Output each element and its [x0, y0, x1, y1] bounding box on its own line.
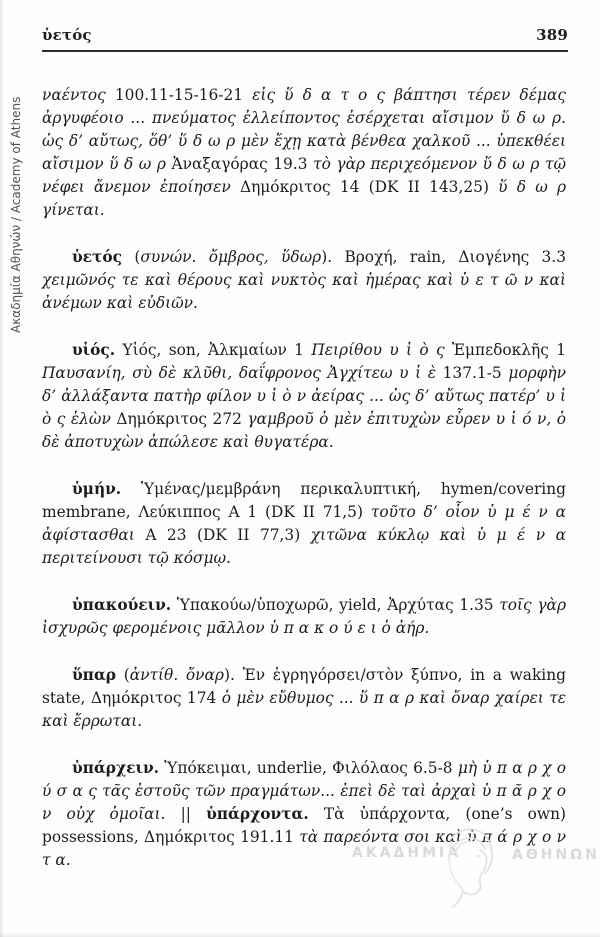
running-headword: ὑετός [42, 26, 92, 44]
entry-text: Ὑπακούω/ὑποχωρῶ, yield, Ἀρχύτας 1.35 [171, 596, 500, 614]
quoted-text: χιτῶνα κύκλῳ καὶ ὑ μ έ ν α περιτείνουσι τῷ κόσμῳ. [42, 526, 566, 567]
quoted-text: τοῦτο δ’ οἷον ὑ μ έ ν α ἀφίστασθαι [42, 503, 566, 544]
page-number: 389 [536, 26, 568, 44]
continuation-paragraph [42, 84, 566, 222]
entry-text: Ὑμένας/μεμβράνη περικαλυπτική, hymen/covering membrane, Λεύκιππος Α 1 (DK II 71,5) [42, 480, 566, 521]
quoted-text: ναέντος [42, 86, 115, 104]
watermark-athinon: ΑΘΗΝΩΝ [512, 847, 600, 863]
entry-text: Α 23 (DK II 77,3) [145, 526, 311, 544]
entry-headword: υἱός. [72, 341, 116, 359]
library-watermark-vertical: Ακαδημία Αθηνών / Academy of Athens [9, 96, 23, 333]
quoted-text: χειμῶνός τε καὶ θέρους καὶ νυκτὸς καὶ ἡμέρας καὶ ὑ ε τ ῶ ν καὶ ἀνέμων καὶ εὐδιῶν. [42, 271, 566, 312]
entry-text: ). Βροχή, rain, Διογένης 3.3 [321, 248, 566, 266]
quoted-text: συνών. ὄμβρος, ὕδωρ [140, 248, 322, 266]
entry-text: || [165, 805, 207, 823]
entry-hypakouein [42, 594, 566, 640]
quoted-text: μὴ ὑ π α ρ χ ο ύ σ α ς τᾶς ἐστοῦς τῶν πραγμάτων... ἐπεὶ δὲ ταὶ ἀρχαὶ ὑ π ᾶ ρ χ ο ν οὐχ ὁμοῖαι. [42, 759, 566, 823]
watermark-akadimia: ΑΚΑΔΗΜΙΑ [352, 845, 462, 861]
header-rule [42, 50, 568, 52]
quoted-text: μορφὴν δ’ ἀλλάξαντα πατὴρ φίλον υ ἱ ὸ ν ἀείρας ... ὡς δ’ αὔτως πατέρ’ υ ἱ ὸ ς ἑλὼν [42, 364, 566, 428]
entry-hymen [42, 478, 566, 570]
quoted-text: τοῖς γὰρ ἰσχυρῶς φερομένοις μᾶλλον ὑ π α κ ο ύ ε ι ὁ ἀήρ. [42, 596, 566, 637]
entry-text: Δημόκριτος 272 [116, 410, 248, 428]
entry-text: Ἀναξαγόρας 19.3 [171, 155, 314, 173]
entry-text: Δημόκριτος 14 (DK II 143,25) [239, 178, 499, 196]
entry-text: ( [122, 248, 141, 266]
scan-edge-left [0, 0, 4, 937]
text-body [42, 84, 566, 896]
quoted-text: ἀντίθ. ὄναρ [129, 666, 224, 684]
entry-headword: ὑπάρχοντα. [206, 805, 309, 823]
entry-headword: ὑπακούειν. [72, 596, 172, 614]
entry-text: Ὑπόκειμαι, underlie, Φιλόλαος 6.5-8 [159, 759, 458, 777]
entry-headword: ὕπαρ [72, 666, 117, 684]
quoted-text: τὸ γὰρ περιχεόμενον ὕ δ ω ρ τῷ νέφει ἄνεμον ἐποίησεν [42, 155, 567, 196]
entry-headword: ὑετός [72, 248, 123, 266]
quoted-text: ὕ δ ω ρ γίνεται. [42, 178, 566, 219]
quoted-text: γαμβροῦ ὁ μὲν ἐπιτυχὼν εὗρεν υ ἱ ό ν, ὁ δὲ ἀποτυχὼν ἀπώλεσε καὶ θυγατέρα. [42, 410, 566, 451]
entry-text: Τὰ ὑπάρχοντα, (one’s own) possessions, Δημόκριτος 191.11 [42, 805, 566, 846]
entry-hyios [42, 339, 566, 454]
entry-text: ( [116, 666, 130, 684]
entry-hypar [42, 664, 566, 733]
quoted-text: Παυσανίη, σὺ δὲ κλῦθι, δαΐφρονος Ἀγχίτεω υ ἱ ὲ [42, 364, 443, 382]
athena-head-icon [434, 822, 504, 910]
page-header [42, 26, 568, 44]
entry-text: Ἐμπεδοκλῆς 1 [451, 341, 566, 359]
entry-headword: ὑπάρχειν. [72, 759, 159, 777]
entry-text: 137.1-5 [442, 364, 509, 382]
quoted-text: τὰ παρεόντα σοι καὶ ὑ π ά ρ χ ο ν τ α. [42, 828, 566, 869]
entry-text: 100.11-15-16-21 [114, 86, 253, 104]
quoted-text: Πειρίθου υ ἱ ὸ ς [311, 341, 452, 359]
scan-edge-bottom [0, 933, 600, 937]
entry-hyetos [42, 246, 566, 315]
quoted-text: ὁ μὲν εὔθυμος ... ὕ π α ρ καὶ ὄναρ χαίρει τε καὶ ἔρρωται. [42, 689, 566, 730]
entry-text: ). Ἐν ἐγρηγόρσει/στὸν ξύπνο, in a waking state, Δημόκριτος 174 [42, 666, 566, 707]
quoted-text: εἰς ὕ δ α τ ο ς βάπτησι τέρεν δέμας ἀργυφέοιο ... πνεύματος ἐλλείποντος ἐσέρχεται αἴσιμον ὕ δ ω ρ. ὡς δ’ αὔτως, ὅθ’ ὕ δ ω ρ μὲν ἔχῃ κατὰ βένθεα χαλκοῦ ... ὑπεκθέει αἴσιμον ὕ δ ω ρ [42, 86, 566, 173]
entry-text: Υἱός, son, Ἀλκμαίων 1 [115, 341, 312, 359]
entry-headword: ὑμήν. [72, 480, 122, 498]
